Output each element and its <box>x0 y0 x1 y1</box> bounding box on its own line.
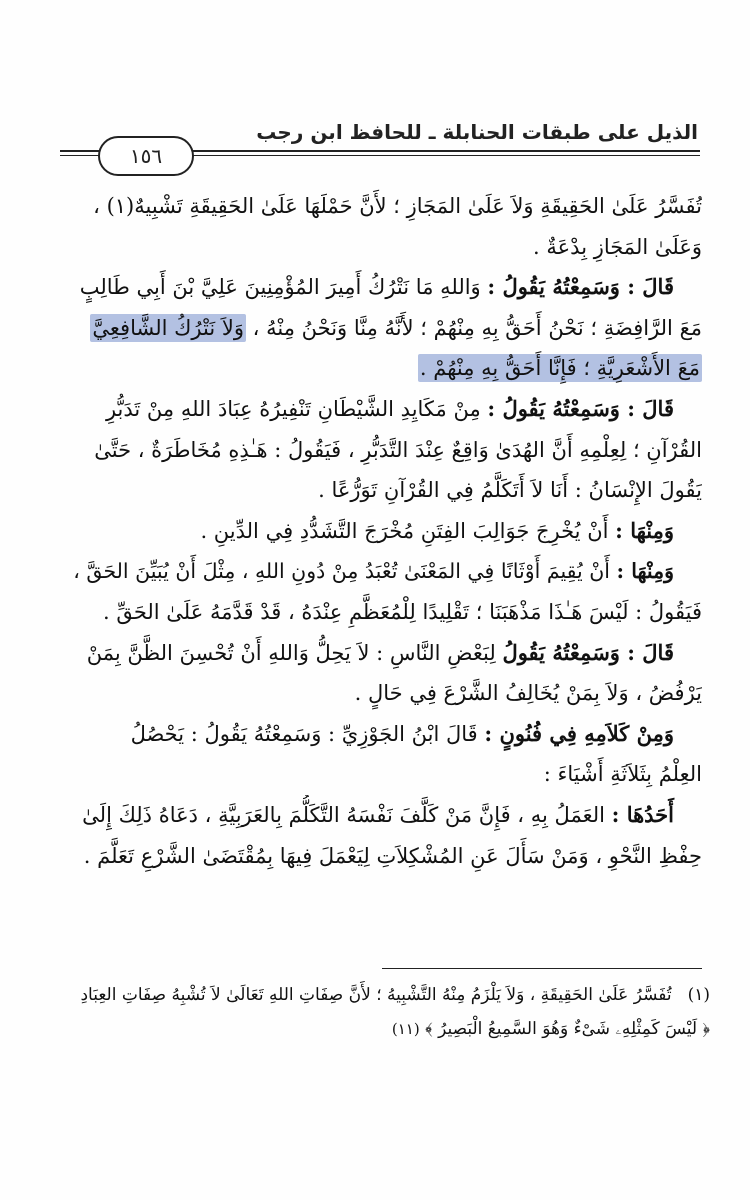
page-header <box>60 118 700 168</box>
line-text: القُرْآنِ ؛ لِعِلْمِهِ أَنَّ الهُدَىٰ وَاقِعٌ عِنْدَ التَّدَبُّرِ ، فَيَقُولُ : هَـٰذِهِ مُخَاطَرَةٌ ، حَتَّىٰ <box>94 437 702 462</box>
line-text: يَرْفُضُ ، وَلاَ بِمَنْ يُخَالِفُ الشَّرْعَ فِي حَالٍ . <box>354 681 702 706</box>
line-text: أَنْ يُخْرِجَ جَوَالِبَ الفِتَنِ مُخْرَجَ التَّشَدُّدِ فِي الدِّينِ . <box>200 518 616 543</box>
footnotes <box>60 978 710 1046</box>
text-line-8 <box>68 470 702 511</box>
line-text: العَمَلُ بِهِ ، فَإِنَّ مَنْ كَلَّفَ نَفْسَهُ التَّكَلُّمَ بِالعَرَبِيَّةِ ، دَعَاهُ ذَلِكَ إِلَىٰ <box>82 802 612 827</box>
footnote-marker: (١) <box>687 985 710 1005</box>
line-text: تُفَسَّرُ عَلَىٰ الحَقِيقَةِ وَلاَ عَلَىٰ المَجَازِ ؛ لأَنَّ حَمْلَهَا عَلَىٰ الحَقِيقَةِ تَشْبِيهٌ(١) ، <box>93 194 702 218</box>
text-line-6 <box>68 389 702 430</box>
footnote-1 <box>60 978 710 1012</box>
footnote-1-verse <box>60 1012 710 1046</box>
running-title: الذيل على طبقات الحنابلة ـ للحافظ ابن رجب <box>256 120 698 144</box>
line-text: وَعَلَىٰ المَجَازِ بِدْعَةٌ . <box>533 234 702 259</box>
text-line-11 <box>68 592 702 633</box>
line-speaker: قَالَ : وَسَمِعْتُهُ يَقُولُ : <box>487 395 674 421</box>
text-line-15 <box>68 754 702 795</box>
line-speaker: قَالَ : وَسَمِعْتُهُ يَقُولُ <box>502 639 674 665</box>
line-text: أَنْ يُقِيمَ أَوْثَانًا فِي المَعْنَىٰ تُعْبَدُ مِنْ دُونِ اللهِ ، مِثْلَ أَنْ يُبَيِّنَ الحَقَّ ، <box>73 559 617 584</box>
text-line-14 <box>68 714 702 755</box>
text-line-9 <box>68 511 702 552</box>
highlighted-text[interactable]: وَلاَ نَتْرُكُ الشَّافِعِيَّ <box>92 315 244 340</box>
line-speaker: وَمِنْ كَلاَمِهِ فِي فُنُونٍ : <box>484 720 674 746</box>
text-line-10 <box>68 551 702 592</box>
verse-number: (١١) <box>391 1020 420 1038</box>
text-line-1 <box>68 186 702 227</box>
line-text: حِفْظِ النَّحْوِ ، وَمَنْ سَأَلَ عَنِ المُشْكِلاَتِ لِيَعْمَلَ فِيهَا بِمُقْتَضَىٰ الشَّرْعِ تَعَلَّمَ . <box>83 843 702 868</box>
line-text: وَاللهِ مَا نَتْرُكُ أَمِيرَ المُؤْمِنِينَ عَلِيَّ بْنَ أَبِي طَالِبٍ <box>79 275 488 300</box>
text-line-4 <box>68 308 702 349</box>
line-text: مَعَ الرَّافِضَةِ ؛ نَحْنُ أَحَقُّ بِهِ مِنْهُمْ ؛ لأَنَّهُ مِنَّا وَنَحْنُ مِنْهُ ، <box>246 315 702 340</box>
text-line-5 <box>68 348 702 389</box>
main-text <box>68 186 702 876</box>
line-text: لِبَعْضِ النَّاسِ : لاَ يَحِلُّ وَاللهِ أَنْ تُحْسِنَ الظَّنَّ بِمَنْ <box>86 640 503 665</box>
text-line-2 <box>68 227 702 268</box>
highlighted-text[interactable]: مَعَ الأَشْعَرِيَّةِ ؛ فَإِنَّا أَحَقُّ بِهِ مِنْهُمْ . <box>419 356 700 381</box>
footnote-text: تُفَسَّرُ عَلَىٰ الحَقِيقَةِ ، وَلاَ يَلْزَمُ مِنْهُ التَّشْبِيهُ ؛ لأَنَّ صِفَاتِ اللهِ تَعَالَىٰ لاَ تُشْبِهُ صِفَاتِ العِبَادِ <box>80 985 672 1005</box>
line-text: العِلْمُ بِثَلاَثَةِ أَشْيَاءَ : <box>543 762 702 787</box>
line-speaker: وَمِنْهَا : <box>616 559 674 584</box>
page-number: ١٥٦ <box>98 136 194 176</box>
line-speaker: وَمِنْهَا : <box>615 517 674 543</box>
footnote-separator <box>382 968 702 969</box>
text-line-16 <box>68 795 702 836</box>
text-line-7 <box>68 430 702 471</box>
line-text: قَالَ ابْنُ الجَوْزِيِّ : وَسَمِعْتُهُ يَقُولُ : يَحْصُلُ <box>130 721 485 746</box>
line-speaker: قَالَ : وَسَمِعْتُهُ يَقُولُ : <box>487 274 674 300</box>
line-text: مِنْ مَكَايِدِ الشَّيْطَانِ تَنْفِيرُهُ عِبَادَ اللهِ مِنْ تَدَبُّرِ <box>105 396 488 421</box>
text-line-13 <box>68 673 702 714</box>
line-text: فَيَقُولُ : لَيْسَ هَـٰذَا مَذْهَبَنَا ؛ تَقْلِيدًا لِلْمُعَظَّمِ عِنْدَهُ ، قَدْ قَدَّمَهُ عَلَىٰ الحَقِّ . <box>102 599 702 624</box>
quran-verse: ﴿ لَيْسَ كَمِثْلِهِۦ شَىْءٌ وَهُوَ السَّمِيعُ الْبَصِيرُ ﴾ <box>425 1019 710 1039</box>
line-text: يَقُولَ الإِنْسَانُ : أَنَا لاَ أَتَكَلَّمُ فِي القُرْآنِ تَوَرُّعًا . <box>318 478 702 503</box>
text-line-3 <box>68 267 702 308</box>
text-line-12 <box>68 633 702 674</box>
text-line-17 <box>68 836 702 877</box>
line-speaker: أَحَدُهَا : <box>611 801 674 827</box>
